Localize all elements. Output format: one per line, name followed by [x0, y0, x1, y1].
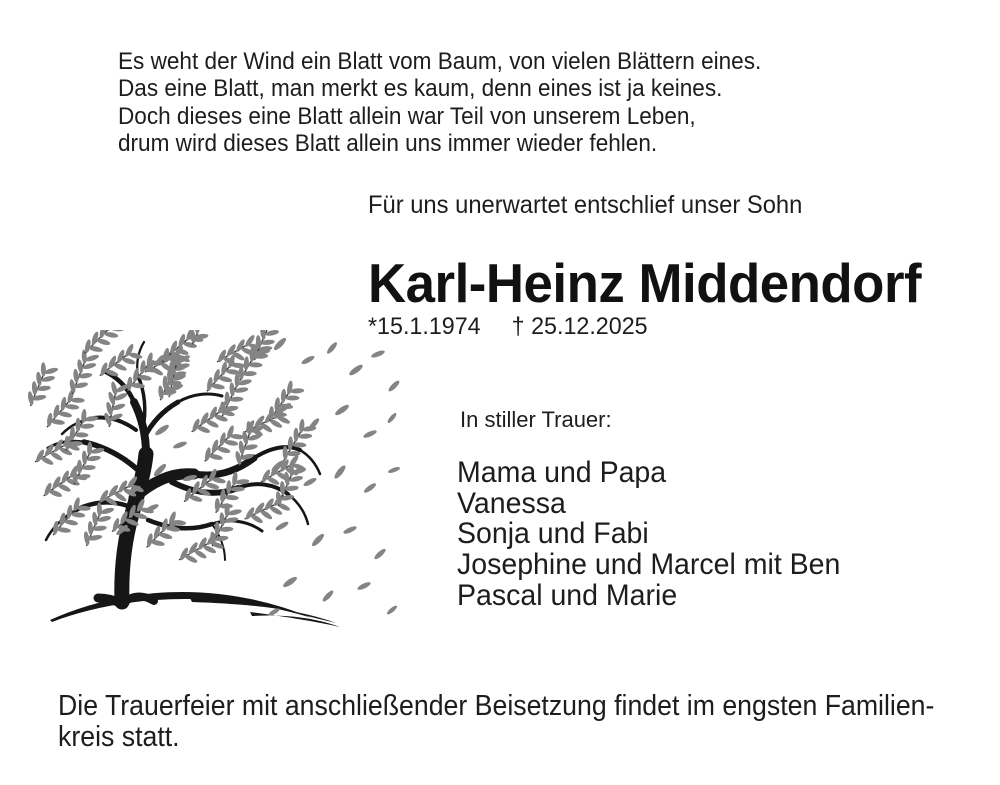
mourner: Pascal und Marie: [457, 578, 678, 612]
hill-mound: [50, 592, 340, 627]
mourner: Josephine und Marcel mit Ben: [457, 548, 841, 582]
poem: [118, 48, 761, 158]
windswept-tree-illustration: [22, 330, 412, 632]
mourners-list: [457, 458, 840, 612]
funeral-info-line: Die Trauerfeier mit anschließender Beisetzung findet im engsten Familien-: [58, 690, 935, 722]
mourner: Sonja und Fabi: [457, 517, 649, 551]
poem-line: Es weht der Wind ein Blatt vom Baum, von vielen Blättern eines.: [118, 48, 762, 75]
intro-line: Für uns unerwartet entschlief unser Sohn: [368, 191, 803, 219]
funeral-info: [58, 691, 934, 753]
poem-line: drum wird dieses Blatt allein uns immer wieder fehlen.: [118, 130, 658, 158]
poem-line: Doch dieses eine Blatt allein war Teil von unserem Leben,: [118, 102, 696, 130]
mourning-label: In stiller Trauer:: [460, 407, 612, 432]
mourner: Vanessa: [457, 486, 566, 520]
poem-line: Das eine Blatt, man merkt es kaum, denn eines ist ja keines.: [118, 75, 723, 103]
mourner: Mama und Papa: [457, 456, 667, 489]
death-date: † 25.12.2025: [511, 313, 648, 340]
funeral-info-line: kreis statt.: [58, 721, 180, 753]
birth-date: *15.1.1974: [368, 313, 481, 340]
deceased-name: Karl-Heinz Middendorf: [368, 252, 922, 314]
